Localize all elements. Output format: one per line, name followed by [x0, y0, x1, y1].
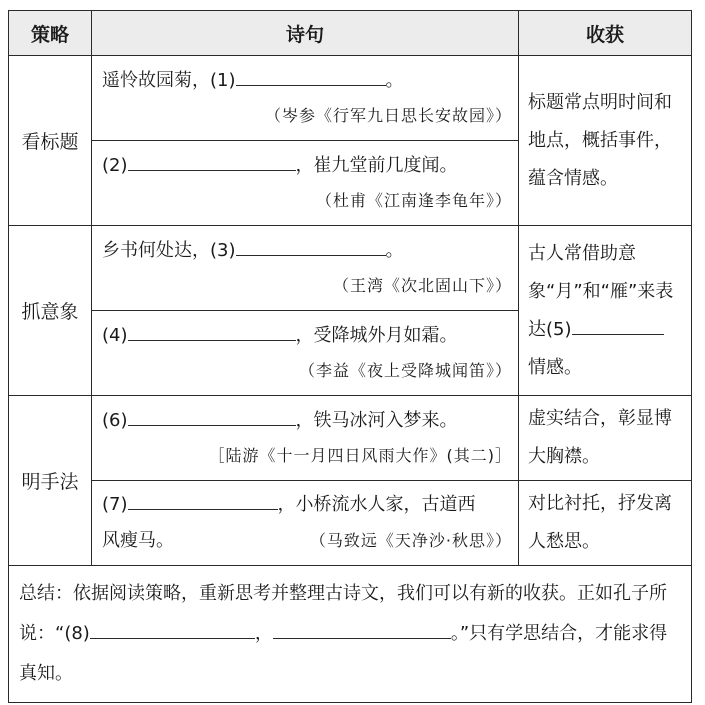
poem-cell: 乡书何处达，(3) 。 （王湾《次北固山下》） — [92, 226, 519, 311]
poem-source: （杜甫《江南逢李龟年》） — [315, 191, 512, 210]
gain-cell: 对比衬托，抒发离人愁思。 — [519, 481, 692, 566]
gain-cell: 古人常借助意象“月”和“雁”来表达(5) 情感。 — [519, 226, 692, 396]
table-row — [9, 481, 692, 566]
strategy-table — [8, 10, 692, 703]
strategy-cell: 看标题 — [9, 56, 92, 226]
strategy-cell: 明手法 — [9, 396, 92, 566]
gain-cell: 虚实结合，彰显博大胸襟。 — [519, 396, 692, 481]
table-row — [9, 226, 692, 311]
poem-cell: (6) ，铁马冰河入梦来。 ［陆游《十一月四日风雨大作》(其二)］ — [92, 396, 519, 481]
poem-cell: (4) ，受降城外月如霜。 （李益《夜上受降城闻笛》） — [92, 311, 519, 396]
table-row — [9, 56, 692, 141]
answer-blank-8a[interactable] — [90, 618, 255, 639]
poem-cell — [92, 56, 519, 141]
poem-source: ［陆游《十一月四日风雨大作》(其二)］ — [208, 446, 512, 465]
header-gain: 收获 — [519, 11, 692, 56]
table-row — [9, 396, 692, 481]
answer-blank-8b[interactable] — [273, 618, 451, 639]
answer-blank-1[interactable] — [236, 65, 386, 86]
poem-source: （李益《夜上受降城闻笛》） — [298, 361, 512, 380]
table-header-row — [9, 11, 692, 56]
poem-source: （王湾《次北固山下》） — [332, 276, 512, 295]
poem-line: 遥怜故园菊，(1) 。 — [102, 63, 512, 99]
summary-cell: 总结：依据阅读策略，重新思考并整理古诗文，我们可以有新的收获。正如孔子所说：“(8) ， 。”只有学思结合，才能求得真知。 — [9, 566, 692, 703]
answer-blank-6[interactable] — [128, 405, 296, 426]
answer-blank-7[interactable] — [128, 489, 278, 510]
answer-blank-5[interactable] — [572, 314, 664, 335]
strategy-table-sheet — [8, 10, 688, 697]
poem-source: （马致远《天净沙·秋思》） — [309, 531, 512, 550]
poem-cell: (2) ，崔九堂前几度闻。 （杜甫《江南逢李龟年》） — [92, 141, 519, 226]
answer-blank-4[interactable] — [128, 320, 296, 341]
gain-cell: 标题常点明时间和地点，概括事件，蕴含情感。 — [519, 56, 692, 226]
poem-source: （岑参《行军九日思长安故园》） — [264, 106, 512, 125]
poem-cell: (7) ，小桥流水人家，古道西 风瘦马。 （马致远《天净沙·秋思》） — [92, 481, 519, 566]
summary-row — [9, 566, 692, 703]
header-strategy: 策略 — [9, 11, 92, 56]
strategy-cell: 抓意象 — [9, 226, 92, 396]
header-poem: 诗句 — [92, 11, 519, 56]
answer-blank-2[interactable] — [128, 150, 296, 171]
answer-blank-3[interactable] — [236, 235, 386, 256]
